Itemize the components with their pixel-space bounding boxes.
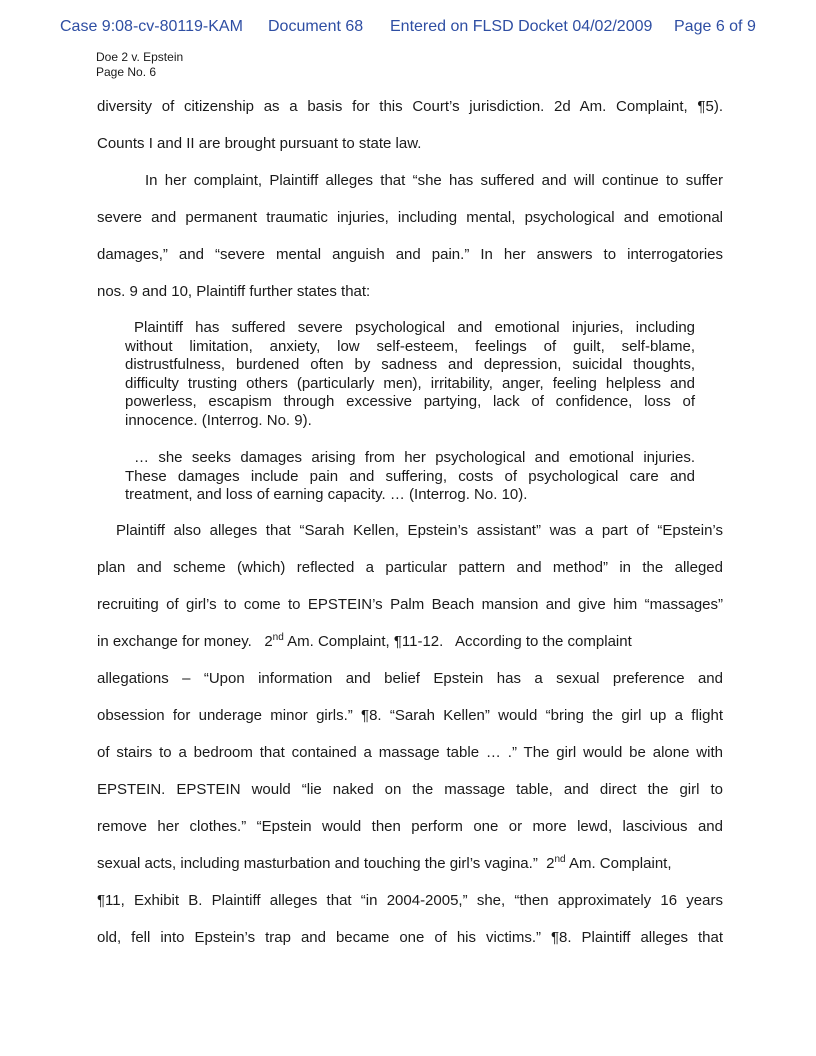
page-indicator: Page 6 of 9 bbox=[674, 18, 756, 35]
body-line: of stairs to a bedroom that contained a massage table … .” The girl would be alone with bbox=[97, 744, 723, 761]
quote-line: without limitation, anxiety, low self-esteem, feelings of guilt, self-blame, bbox=[125, 337, 695, 355]
quote-line: innocence. (Interrog. No. 9). bbox=[125, 411, 312, 429]
body-line: remove her clothes.” “Epstein would then perform one or more lewd, lascivious and bbox=[97, 818, 723, 835]
case-number: Case 9:08-cv-80119-KAM bbox=[60, 18, 243, 35]
ordinal-suffix: nd bbox=[272, 632, 284, 643]
body-line: ¶11, Exhibit B. Plaintiff alleges that “in 2004-2005,” she, “then approximately 16 years bbox=[97, 892, 723, 909]
body-line: old, fell into Epstein’s trap and became one of his victims.” ¶8. Plaintiff alleges that bbox=[97, 929, 723, 946]
quote-line: These damages include pain and suffering, costs of psychological care and bbox=[125, 467, 695, 485]
quote-line: Plaintiff has suffered severe psychological and emotional injuries, including bbox=[134, 319, 695, 336]
body-line: plan and scheme (which) reflected a particular pattern and method” in the alleged bbox=[97, 559, 723, 576]
quote-line: distrustfulness, burdened often by sadness and depression, suicidal thoughts, bbox=[125, 356, 695, 373]
text-run: sexual acts, including masturbation and touching the girl’s vagina.” 2 bbox=[97, 855, 555, 872]
body-line: recruiting of girl’s to come to EPSTEIN’s Palm Beach mansion and give him “massages” bbox=[97, 596, 723, 613]
docket-entry: Entered on FLSD Docket 04/02/2009 bbox=[390, 18, 653, 35]
page-number: Page No. 6 bbox=[96, 65, 157, 79]
quote-line: treatment, and loss of earning capacity. … (Interrog. No. 10). bbox=[125, 486, 528, 503]
text-run: Am. Complaint, ¶11-12. According to the complaint bbox=[283, 633, 632, 650]
body-line: allegations – “Upon information and belief Epstein has a sexual preference and bbox=[97, 670, 723, 687]
body-line bbox=[97, 633, 723, 651]
text-run: in exchange for money. 2 bbox=[97, 633, 273, 650]
ordinal-suffix: nd bbox=[554, 854, 566, 865]
body-line: nos. 9 and 10, Plaintiff further states that: bbox=[97, 283, 371, 300]
docket-header bbox=[0, 18, 816, 38]
body-line: obsession for underage minor girls.” ¶8. “Sarah Kellen” would “bring the girl up a flight bbox=[97, 707, 723, 724]
body-line: severe and permanent traumatic injuries, including mental, psychological and emotional bbox=[97, 209, 723, 226]
text-run: Am. Complaint, bbox=[565, 855, 672, 872]
page-caption bbox=[96, 50, 183, 80]
body-line: Plaintiff also alleges that “Sarah Kellen, Epstein’s assistant” was a part of “Epstein’s bbox=[116, 522, 723, 539]
body-line: EPSTEIN. EPSTEIN would “lie naked on the massage table, and direct the girl to bbox=[97, 781, 723, 798]
quote-line: powerless, escapism through excessive partying, lack of confidence, loss of bbox=[125, 393, 695, 410]
body-line: diversity of citizenship as a basis for this Court’s jurisdiction. 2d Am. Complaint, ¶5). bbox=[97, 98, 723, 115]
body-line: damages,” and “severe mental anguish and pain.” In her answers to interrogatories bbox=[97, 246, 723, 263]
quote-line: … she seeks damages arising from her psychological and emotional injuries. bbox=[134, 449, 695, 466]
case-title: Doe 2 v. Epstein bbox=[96, 50, 184, 64]
body-line: In her complaint, Plaintiff alleges that “she has suffered and will continue to suffer bbox=[145, 172, 723, 189]
body-line: Counts I and II are brought pursuant to state law. bbox=[97, 135, 422, 152]
body-line bbox=[97, 855, 723, 873]
quote-line: difficulty trusting others (particularly men), irritability, anger, feeling helpless and bbox=[125, 374, 695, 392]
document-number: Document 68 bbox=[268, 18, 364, 35]
